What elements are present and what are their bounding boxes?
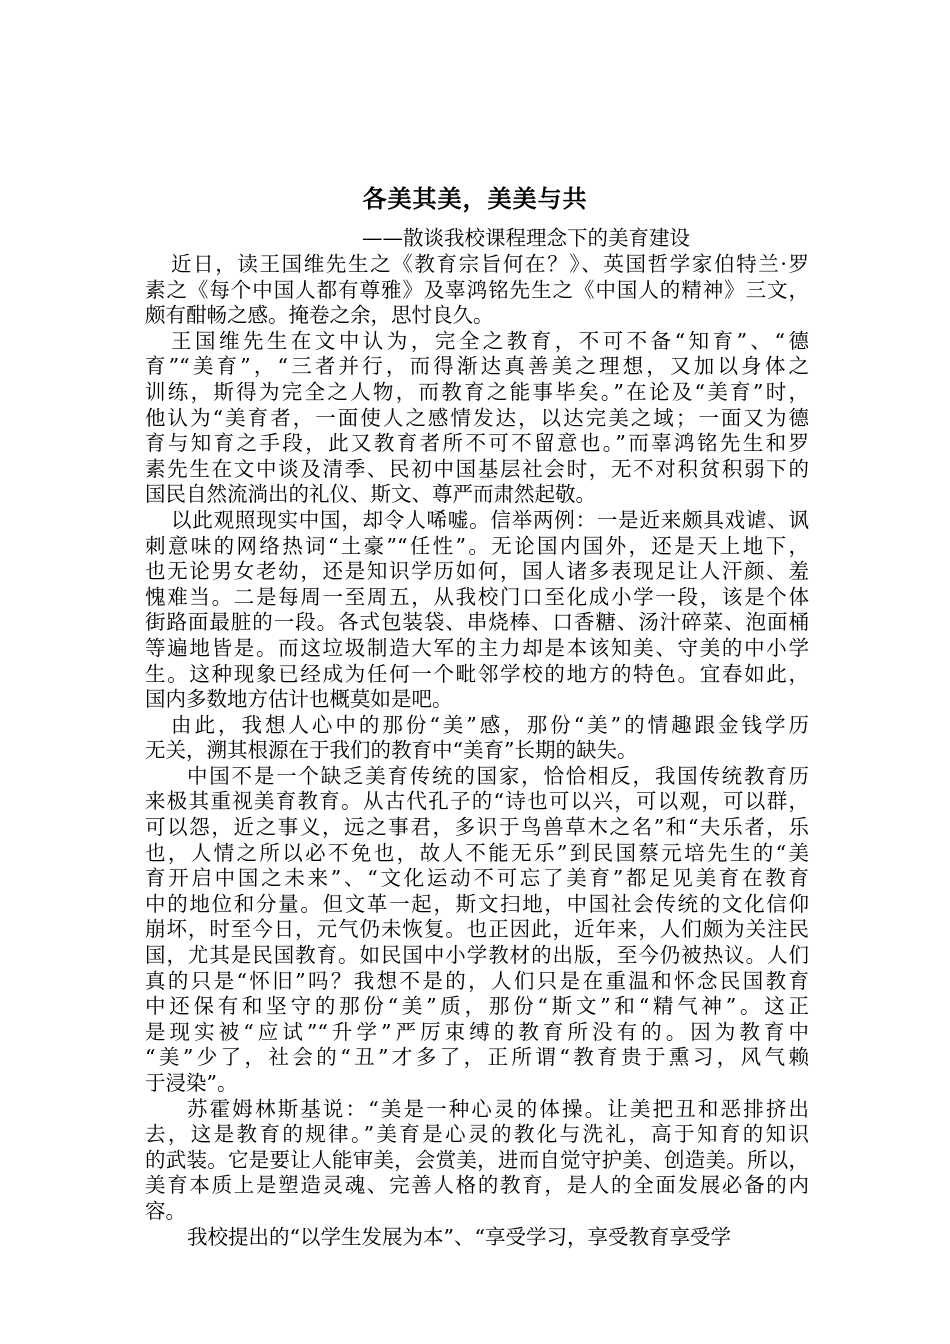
paragraph — [145, 1097, 809, 1225]
paragraph-line: 国，尤其是民国教育。如民国中小学教材的出版，至今仍被热议。人们 — [145, 943, 809, 968]
paragraph-line: 去，这是教育的规律。”美育是心灵的教化与洗礼，高于知育的知识 — [145, 1122, 809, 1147]
paragraph-line: 崩坏，时至今日，元气仍未恢复。也正因此，近年来，人们颇为关注民 — [145, 917, 809, 942]
paragraph-line: 他认为“美育者，一面使人之感情发达，以达完美之域；一面又为德 — [145, 405, 809, 430]
paragraph-line: 容。 — [145, 1198, 186, 1223]
paragraph-line: 可以怨，近之事义，远之事君，多识于鸟兽草木之名”和“夫乐者，乐 — [145, 815, 809, 840]
article-subtitle: ——散谈我校课程理念下的美育建设 — [362, 226, 690, 250]
paragraph-line: 街路面最脏的一段。各式包装袋、串烧棒、口香糖、汤汁碎菜、泡面桶 — [145, 610, 809, 635]
paragraph-line: 真的只是“怀旧”吗？我想不是的，人们只是在重温和怀念民国教育 — [145, 968, 809, 993]
paragraph-line: 素先生在文中谈及清季、民初中国基层社会时，无不对积贫积弱下的 — [145, 456, 809, 481]
paragraph-line: 中国不是一个缺乏美育传统的国家，恰恰相反，我国传统教育历 — [187, 763, 809, 788]
paragraph-line: 素之《每个中国人都有尊雅》及辜鸿铭先生之《中国人的精神》三文， — [145, 277, 809, 302]
paragraph-line: 也，人情之所以必不免也，故人不能无乐”到民国蔡元培先生的“美 — [145, 840, 809, 865]
paragraph-line: 等遍地皆是。而这垃圾制造大军的主力却是本该知美、守美的中小学 — [145, 635, 809, 660]
paragraph-line: 国民自然流淌出的礼仪、斯文、尊严而肃然起敬。 — [145, 482, 596, 507]
paragraph-line: 王国维先生在文中认为，完全之教育，不可不备“知育”、“德 — [171, 328, 809, 353]
paragraph-line: 以此观照现实中国，却令人唏嘘。信举两例：一是近来颇具戏谑、讽 — [171, 507, 809, 532]
paragraph-line: 由此，我想人心中的那份“美”感，那份“美”的情趣跟金钱学历 — [171, 712, 809, 737]
paragraph-line: 愧难当。二是每周一至周五，从我校门口至化成小学一段，该是个体 — [145, 584, 809, 609]
paragraph-line: 中还保有和坚守的那份“美”质，那份“斯文”和“精气神”。这正 — [145, 994, 809, 1019]
paragraph-line: 也无论男女老幼，还是知识学历如何，国人诸多表现足让人汗颜、羞 — [145, 559, 809, 584]
paragraph-line: 生。这种现象已经成为任何一个毗邻学校的地方的特色。宜春如此， — [145, 661, 809, 686]
paragraph-line: 颇有酣畅之感。掩卷之余，思忖良久。 — [145, 303, 494, 328]
paragraph-line: 来极其重视美育教育。从古代孔子的“诗也可以兴，可以观，可以群， — [145, 789, 809, 814]
paragraph — [145, 252, 809, 329]
paragraph-line: 苏霍姆林斯基说：“美是一种心灵的体操。让美把丑和恶排挤出 — [187, 1096, 809, 1121]
paragraph-line: 育”“美育”，“三者并行，而得渐达真善美之理想，又加以身体之 — [145, 354, 809, 379]
paragraph-line: 是现实被“应试”“升学”严厉束缚的教育所没有的。因为教育中 — [145, 1019, 809, 1044]
paragraph-line: 近日，读王国维先生之《教育宗旨何在？》、英国哲学家伯特兰·罗 — [171, 252, 809, 276]
paragraph-line: 美育本质上是塑造灵魂、完善人格的教育，是人的全面发展必备的内 — [145, 1173, 809, 1198]
paragraph-line: 训练，斯得为完全之人物，而教育之能事毕矣。”在论及“美育”时， — [145, 379, 809, 404]
paragraph — [145, 713, 809, 764]
paragraph — [145, 764, 809, 1097]
paragraph-line: 于浸染”。 — [145, 1071, 238, 1095]
paragraph-line: 刺意味的网络热词“土豪”“任性”。无论国内国外，还是天上地下， — [145, 533, 809, 558]
article-body — [145, 252, 809, 1250]
paragraph — [145, 508, 809, 713]
paragraph-line: 育开启中国之未来”、“文化运动不可忘了美育”都足见美育在教育 — [145, 866, 809, 891]
paragraph — [145, 1225, 809, 1251]
paragraph-line: 中的地位和分量。但文革一起，斯文扫地，中国社会传统的文化信仰 — [145, 891, 809, 916]
paragraph-line: 无关，溯其根源在于我们的教育中“美育”长期的缺失。 — [145, 738, 638, 763]
paragraph-line: 国内多数地方估计也概莫如是吧。 — [145, 687, 453, 712]
paragraph-line: 育与知育之手段，此又教育者所不可不留意也。”而辜鸿铭先生和罗 — [145, 431, 809, 456]
paragraph-line: 的武装。它是要让人能审美，会赏美，进而自觉守护美、创造美。所以， — [145, 1147, 809, 1172]
paragraph — [145, 329, 809, 508]
article-title: 各美其美，美美与共 — [362, 184, 588, 213]
paragraph-line: 我校提出的“以学生发展为本”、“享受学习，享受教育享受学 — [187, 1224, 731, 1249]
paragraph-line: “美”少了，社会的“丑”才多了，正所谓“教育贵于熏习，风气赖 — [145, 1045, 809, 1070]
